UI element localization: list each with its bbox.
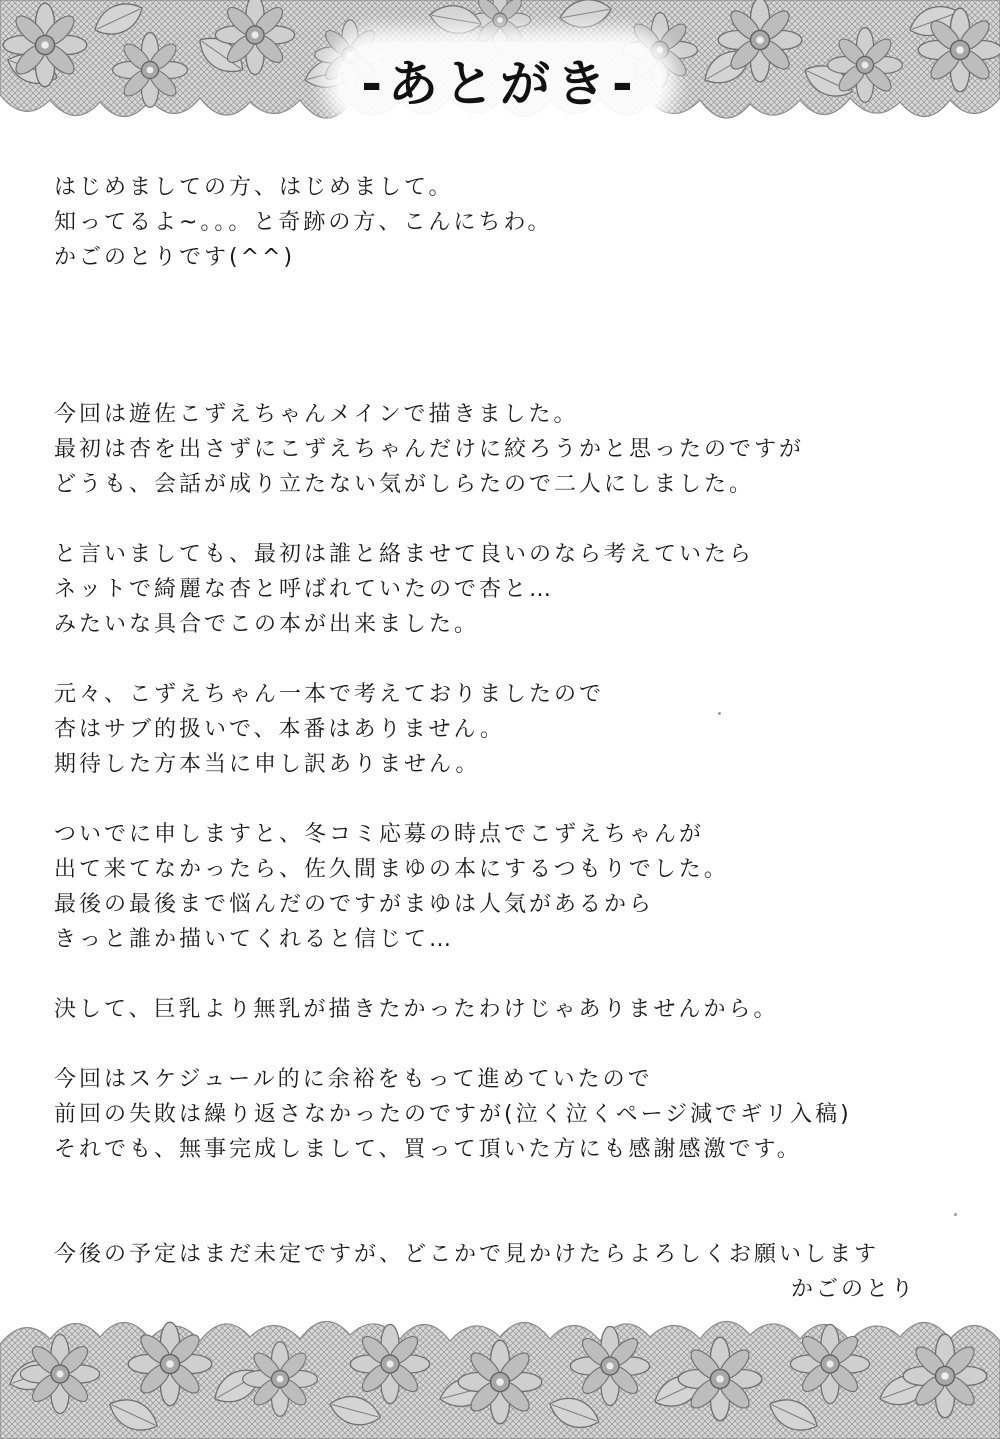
text-line: 今回は遊佐こずえちゃんメインで描きました。	[54, 402, 579, 427]
text-line: 杏はサブ的扱いで、本番はありません。	[54, 717, 505, 742]
afterword-body	[54, 170, 954, 1272]
text-line: みたいな具合でこの本が出来ました。	[54, 612, 480, 637]
paragraph-greeting	[54, 170, 954, 275]
text-line: 今回はスケジュール的に余裕をもって進めていたので	[54, 1067, 653, 1092]
text-line: 今後の予定はまだ未定ですが、どこかで見かけたらよろしくお願いします	[54, 1242, 880, 1267]
text-line: 最初は杏を出さずにこずえちゃんだけに絞ろうかと思ったのですが	[54, 437, 805, 462]
text-line: どうも、会話が成り立たない気がしらたので二人にしました。	[54, 472, 755, 497]
text-line: 前回の失敗は繰り返さなかったのですが(泣く泣くページ減でギリ入稿)	[54, 1102, 852, 1127]
author-signature: かごのとり	[790, 1277, 916, 1302]
paragraph-future	[54, 1237, 954, 1272]
bottom-lace-border-icon	[0, 1304, 1000, 1439]
text-line: 決して、巨乳より無乳が描きたかったわけじゃありませんから。	[54, 997, 779, 1022]
paragraph-never	[54, 992, 954, 1027]
text-line: 最後の最後まで悩んだのですがまゆは人気があるから	[54, 892, 655, 917]
scan-speck	[954, 1213, 957, 1216]
title-container	[0, 42, 1000, 122]
paragraph-sub-role	[54, 677, 954, 782]
text-line: かごのとりです(^^)	[54, 245, 296, 270]
text-line: ついでに申しますと、冬コミ応募の時点でこずえちゃんが	[54, 822, 705, 847]
text-line: はじめましての方、はじめまして。	[54, 175, 454, 200]
text-line: 知ってるよ~。。。と奇跡の方、こんにちわ。	[54, 210, 553, 235]
paragraph-partner	[54, 537, 954, 642]
text-line: 元々、こずえちゃん一本で考えておりましたので	[54, 682, 605, 707]
paragraph-winter-comiket	[54, 817, 954, 957]
text-line: きっと誰か描いてくれると信じて…	[54, 927, 455, 952]
text-line: それでも、無事完成しまして、買って頂いた方にも感謝感激です。	[54, 1137, 802, 1162]
scan-speck	[718, 712, 721, 715]
text-line: ネットで綺麗な杏と呼ばれていたので杏と…	[54, 577, 555, 602]
text-line: と言いましても、最初は誰と絡ませて良いのなら考えていたら	[54, 542, 755, 567]
paragraph-this-time	[54, 397, 954, 502]
text-line: 期待した方本当に申し訳ありません。	[54, 752, 481, 777]
paragraph-schedule	[54, 1062, 954, 1167]
page-title: -あとがき-	[337, 42, 663, 122]
text-line: 出て来てなかったら、佐久間まゆの本にするつもりでした。	[54, 857, 729, 882]
